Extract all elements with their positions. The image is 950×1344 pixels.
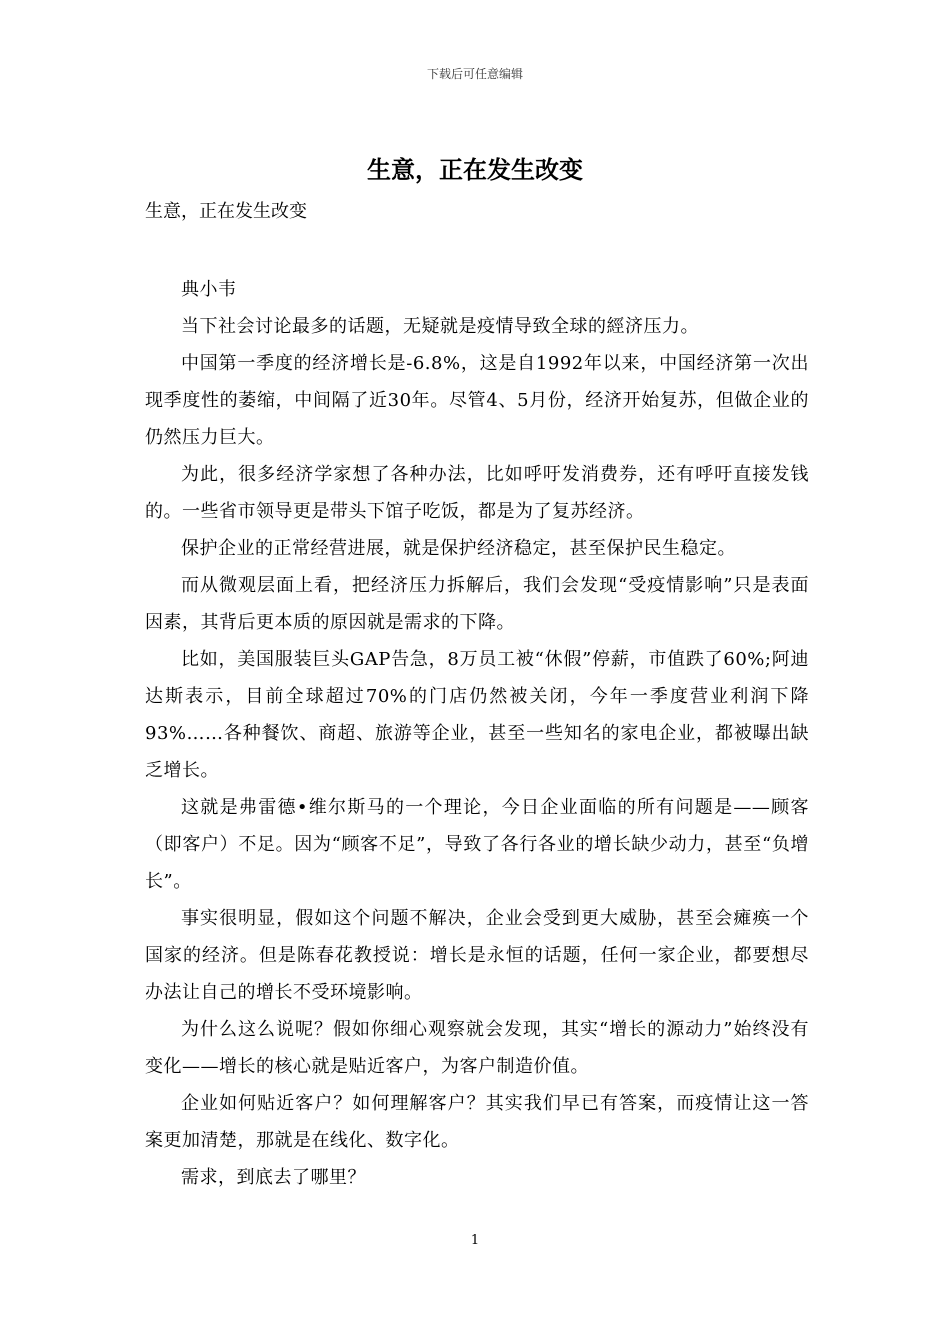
- paragraph: 中国第一季度的经济增长是-6.8%，这是自1992年以来，中国经济第一次出现季度性的萎缩，中间隔了近30年。尽管4、5月份，经济开始复苏，但做企业的仍然压力巨大。: [145, 353, 809, 448]
- paragraph: 当下社会讨论最多的话题，无疑就是疫情导致全球的經济压力。: [181, 316, 699, 337]
- paragraph: 企业如何贴近客户？如何理解客户？其实我们早已有答案，而疫情让这一答案更加清楚，那就是在线化、数字化。: [145, 1093, 809, 1151]
- paragraph: 这就是弗雷德•维尔斯马的一个理论，今日企业面临的所有问题是——顾客（即客户）不足。因为“顾客不足”，导致了各行各业的增长缺少动力，甚至“负增长”。: [145, 797, 809, 892]
- paragraph: 比如，美国服装巨头GAP告急，8万员工被“休假”停薪，市值跌了60%;阿迪达斯表示，目前全球超过70%的门店仍然被关闭，今年一季度营业利润下降93%……各种餐饮、商超、旅游等企业，甚至一些知名的家电企业，都被曝出缺乏增长。: [145, 649, 809, 781]
- paragraph: 事实很明显，假如这个问题不解决，企业会受到更大威胁，甚至会瘫痪一个国家的经济。但是陈春花教授说：增长是永恒的话题，任何一家企业，都要想尽办法让自己的增长不受环境影响。: [145, 908, 809, 1003]
- paragraph: 而从微观层面上看，把经济压力拆解后，我们会发现“受疫情影响”只是表面因素，其背后更本质的原因就是需求的下降。: [145, 575, 809, 633]
- paragraph: 为什么这么说呢？假如你细心观察就会发现，其实“增长的源动力”始终没有变化——增长的核心就是贴近客户，为客户制造价值。: [145, 1019, 809, 1077]
- document-title: 生意，正在发生改变: [367, 155, 583, 184]
- page-header-note: 下载后可任意编辑: [426, 67, 523, 81]
- paragraph: 保护企业的正常经营进展，就是保护经济稳定，甚至保护民生稳定。: [181, 538, 736, 559]
- document-subtitle: 生意，正在发生改变: [145, 201, 307, 222]
- page-number: 1: [470, 1233, 480, 1248]
- section-heading-paragraph: 需求，到底去了哪里？: [181, 1167, 366, 1188]
- author-line: 典小韦: [181, 279, 237, 300]
- paragraph: 为此，很多经济学家想了各种办法，比如呼吁发消费券，还有呼吁直接发钱的。一些省市领导更是带头下馆子吃饭，都是为了复苏经济。: [145, 464, 809, 522]
- document-body: [145, 271, 809, 1196]
